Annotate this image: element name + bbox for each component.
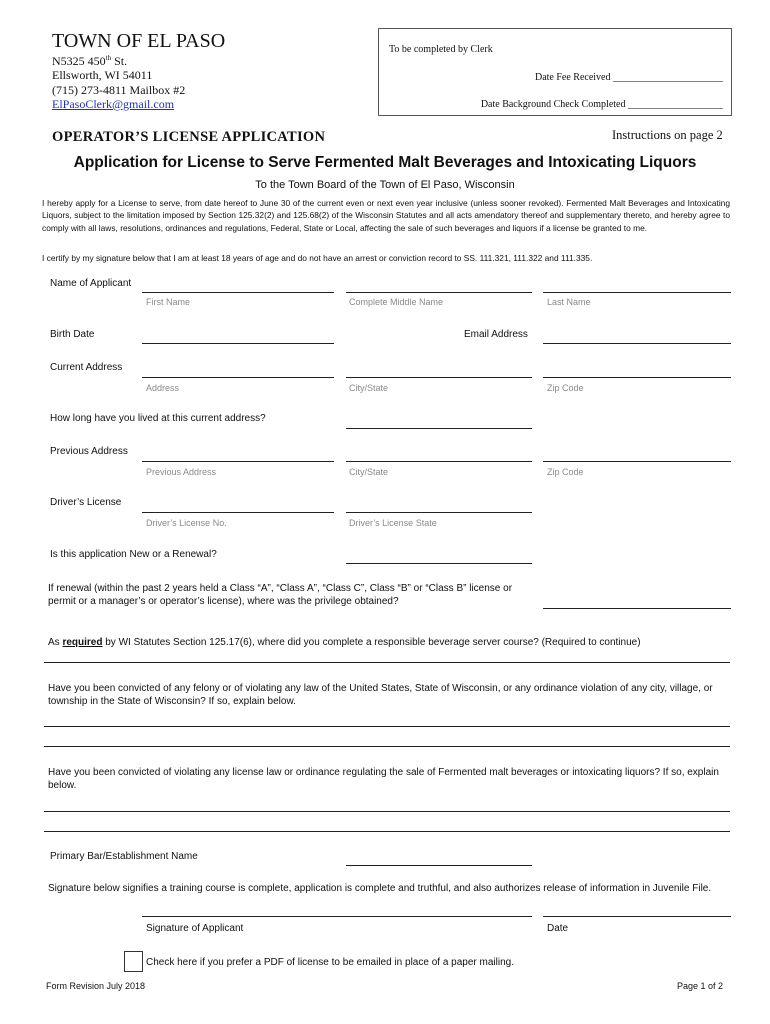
town-name: TOWN OF EL PASO — [52, 30, 226, 52]
address-street — [52, 54, 127, 69]
address-field[interactable] — [142, 377, 334, 378]
first-name-field[interactable] — [142, 292, 334, 293]
city-state-caption: City/State — [349, 383, 389, 393]
last-name-field[interactable] — [543, 292, 731, 293]
drivers-license-state-field[interactable] — [346, 512, 532, 513]
page-number: Page 1 of 2 — [677, 981, 724, 991]
name-label: Name of Applicant — [50, 278, 132, 289]
course-required-emphasis: required — [62, 637, 103, 648]
signature-field[interactable] — [142, 916, 532, 917]
license-law-answer-line-1[interactable] — [44, 811, 730, 812]
pdf-license-label: Check here if you prefer a PDF of license to be emailed in place of a paper mailing. — [146, 957, 514, 968]
birth-date-label: Birth Date — [50, 329, 95, 340]
street-number: N5325 450 — [52, 54, 106, 68]
date-fee-received: Date Fee Received ______________________ — [534, 72, 723, 83]
previous-city-state-field[interactable] — [346, 461, 532, 462]
middle-name-field[interactable] — [346, 292, 532, 293]
street-end: St. — [111, 54, 128, 68]
date-label: Date — [547, 923, 569, 934]
new-or-renewal-field[interactable] — [346, 563, 532, 564]
establishment-label: Primary Bar/Establishment Name — [50, 851, 198, 862]
course-suffix: by WI Statutes Section 125.17(6), where did you complete a responsible beverage server course? (Required to continue) — [102, 637, 641, 648]
felony-answer-line-2[interactable] — [44, 746, 730, 747]
email-field[interactable] — [543, 343, 731, 344]
middle-name-caption: Complete Middle Name — [349, 297, 444, 307]
previous-address-field[interactable] — [142, 461, 334, 462]
drivers-license-no-caption: Driver’s License No. — [146, 518, 227, 528]
street-suffix: th — [105, 54, 112, 62]
drivers-license-no-field[interactable] — [142, 512, 334, 513]
pdf-license-checkbox[interactable] — [124, 951, 143, 972]
new-or-renewal-label: Is this application New or a Renewal? — [50, 549, 217, 560]
intro-paragraph: I hereby apply for a License to serve, from date hereof to June 30 of the current even or next even year inclusive (unless sooner revoked). Fermented Malt Beverages and Intoxicating Liquors, subject to the limitation imposed by Section 125.32(2) and 125.68(2) of the Wisconsin Statutes and all acts amendatory thereof and supplementary thereto, and hereby agree to comply with all laws, resolutions, ordinances and regulations, Federal, State or Local, affecting the sale of such beverages and liquors if a license be granted to me. — [42, 198, 730, 233]
certification-text: I certify by my signature below that I am at least 18 years of age and do not have an arrest or conviction record to SS. 111.321, 111.322 and 111.335. — [42, 253, 593, 263]
clerk-email-link[interactable]: ElPasoClerk@gmail.com — [52, 97, 175, 111]
form-title: OPERATOR’S LICENSE APPLICATION — [52, 129, 326, 145]
signature-label: Signature of Applicant — [146, 923, 244, 934]
birth-date-field[interactable] — [142, 343, 334, 344]
address-phone: (715) 273-4811 Mailbox #2 — [52, 83, 186, 97]
address-city: Ellsworth, WI 54011 — [52, 68, 153, 82]
previous-address-caption: Previous Address — [146, 467, 217, 477]
how-long-label: How long have you lived at this current address? — [50, 413, 266, 424]
felony-question: Have you been convicted of any felony or of violating any law of the United States, State of Wisconsin, or any ordinance violation of any city, village, or township in the State of Wisconsin? If so, explain below. — [48, 683, 713, 707]
renewal-question: If renewal (within the past 2 years held a Class “A”, “Class A”, “Class C”, Class “B” or “Class B” license or permit or a manager’s or operator’s license), where was the privilege obtained? — [48, 583, 513, 607]
establishment-field[interactable] — [346, 865, 532, 866]
previous-zip-code-caption: Zip Code — [547, 467, 584, 477]
server-course-question — [48, 637, 641, 648]
current-address-label: Current Address — [50, 362, 123, 373]
how-long-field[interactable] — [346, 428, 532, 429]
renewal-location-field[interactable] — [543, 608, 731, 609]
drivers-license-label: Driver’s License — [50, 497, 122, 508]
address-caption: Address — [146, 383, 180, 393]
city-state-field[interactable] — [346, 377, 532, 378]
addressee: To the Town Board of the Town of El Paso, Wisconsin — [255, 179, 515, 191]
last-name-caption: Last Name — [547, 297, 591, 307]
signature-note: Signature below signifies a training course is complete, application is complete and truthful, and also authorizes release of information in Juvenile File. — [48, 883, 712, 894]
signature-date-field[interactable] — [543, 916, 731, 917]
page-title: Application for License to Serve Fermented Malt Beverages and Intoxicating Liquors — [73, 154, 697, 171]
zip-code-field[interactable] — [543, 377, 731, 378]
previous-address-label: Previous Address — [50, 446, 128, 457]
instructions-note: Instructions on page 2 — [612, 128, 723, 142]
zip-code-caption: Zip Code — [547, 383, 584, 393]
drivers-license-state-caption: Driver’s License State — [349, 518, 437, 528]
felony-answer-line-1[interactable] — [44, 726, 730, 727]
email-label: Email Address — [464, 329, 528, 340]
clerk-box — [378, 28, 732, 116]
previous-zip-code-field[interactable] — [543, 461, 731, 462]
form-revision: Form Revision July 2018 — [46, 981, 146, 991]
clerk-box-title: To be completed by Clerk — [389, 44, 493, 55]
license-law-question: Have you been convicted of violating any license law or ordinance regulating the sale of Fermented malt beverages or intoxicating liquors? If so, explain below. — [48, 767, 719, 791]
server-course-answer-line[interactable] — [44, 662, 730, 663]
previous-city-state-caption: City/State — [349, 467, 389, 477]
license-law-answer-line-2[interactable] — [44, 831, 730, 832]
first-name-caption: First Name — [146, 297, 191, 307]
date-background-check: Date Background Check Completed ___________________ — [480, 99, 723, 110]
course-prefix: As — [48, 637, 63, 648]
